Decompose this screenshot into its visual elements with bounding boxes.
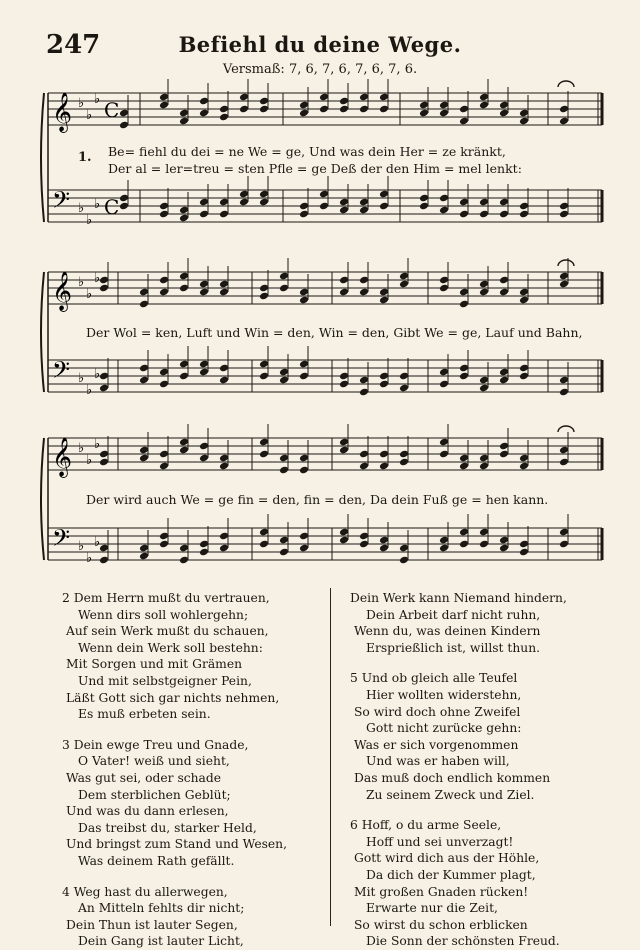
- flat-sign: ♭: [86, 108, 93, 123]
- flat-sign: ♭: [94, 535, 101, 550]
- column-divider: [330, 588, 331, 926]
- flat-sign: ♭: [78, 201, 85, 216]
- verse-line: Mit Sorgen und mit Grämen: [66, 657, 243, 672]
- flat-sign: ♭: [78, 441, 85, 456]
- verse-line: Gott nicht zurücke gehn:: [366, 721, 522, 736]
- flat-sign: ♭: [94, 197, 101, 212]
- lyric-line-1: Be= fiehl du dei = ne We = ge, Und was dein Her = ze kränkt,: [108, 144, 506, 159]
- verse-line: Und bringst zum Stand und Wesen,: [66, 837, 288, 852]
- verse-line: Was deinem Rath gefällt.: [78, 853, 235, 868]
- verse-number-label: 1.: [78, 150, 92, 165]
- flat-sign: ♭: [94, 367, 101, 382]
- treble-clef: 𝄞: [52, 92, 73, 132]
- verse-line: Ersprießlich ist, willst thun.: [366, 640, 541, 655]
- verse-line: Dein Arbeit darf nicht ruhn,: [366, 607, 541, 622]
- bass-clef: 𝄢: [52, 356, 71, 389]
- verse-line: Mit großen Gnaden rücken!: [354, 884, 529, 899]
- verse-line: Dein Thun ist lauter Segen,: [66, 917, 238, 932]
- verse-line: Und was du dann erlesen,: [66, 804, 229, 819]
- verse-line: Hoff und sei unverzagt!: [366, 834, 514, 849]
- lyric-line-2: Der al = ler=treu = sten Pfle = ge Deß der den Him = mel lenkt:: [108, 161, 522, 176]
- bass-clef: 𝄢: [52, 186, 71, 219]
- flat-sign: ♭: [94, 437, 101, 452]
- flat-sign: ♭: [78, 96, 85, 111]
- verse-line: Hier wollten widerstehn,: [366, 687, 522, 702]
- flat-sign: ♭: [86, 287, 93, 302]
- treble-clef: 𝄞: [52, 437, 73, 477]
- lyric-line-4: Der wird auch We = ge fin = den, fin = den, Da dein Fuß ge = hen kann.: [86, 492, 549, 507]
- flat-sign: ♭: [86, 551, 93, 566]
- fermata: [558, 260, 574, 266]
- verse-line: So wirst du schon erblicken: [354, 917, 528, 932]
- fermata: [558, 81, 574, 87]
- time-signature: C: [104, 195, 120, 219]
- verse-line: 6 Hoff, o du arme Seele,: [350, 818, 502, 833]
- verse-line: Das treibst du, starker Held,: [78, 820, 257, 835]
- verse-line: 4 Weg hast du allerwegen,: [62, 884, 228, 899]
- lyric-line-3: Der Wol = ken, Luft und Win = den, Win = den, Gibt We = ge, Lauf und Bahn,: [86, 325, 583, 340]
- verses-right-column: [350, 590, 567, 950]
- meter-line: Versmaß: 7, 6, 7, 6, 7, 6, 7, 6.: [222, 62, 418, 77]
- bass-clef: 𝄢: [52, 524, 71, 557]
- flat-sign: ♭: [78, 539, 85, 554]
- verse-line: Dein Werk kann Niemand hindern,: [350, 591, 567, 605]
- time-signature: C: [104, 98, 120, 122]
- treble-clef: 𝄞: [52, 271, 73, 311]
- verse-line: 5 Und ob gleich alle Teufel: [350, 671, 518, 686]
- flat-sign: ♭: [86, 453, 93, 468]
- system-brace: [41, 272, 44, 392]
- verse-line: 2 Dem Herrn mußt du vertrauen,: [62, 591, 270, 605]
- verse-line: Auf sein Werk mußt du schauen,: [66, 624, 269, 639]
- verse-line: 3 Dein ewge Treu und Gnade,: [62, 737, 249, 752]
- system-brace: [41, 93, 44, 222]
- verse-line: An Mitteln fehlts dir nicht;: [78, 901, 245, 916]
- verse-line: Und mit selbstgeigner Pein,: [78, 673, 252, 688]
- verse-line: Was er sich vorgenommen: [354, 737, 519, 752]
- verse-line: Und was er haben will,: [366, 754, 510, 769]
- verse-line: Was gut sei, oder schade: [66, 770, 222, 785]
- hymn-number: 247: [46, 30, 101, 60]
- flat-sign: ♭: [86, 383, 93, 398]
- fermata: [558, 426, 574, 432]
- verse-line: Dem sterblichen Geblüt;: [78, 787, 231, 802]
- flat-sign: ♭: [78, 371, 85, 386]
- verse-line: Da dich der Kummer plagt,: [366, 867, 536, 882]
- verse-line: Die Sonn der schönsten Freud.: [366, 934, 560, 949]
- flat-sign: ♭: [94, 271, 101, 286]
- flat-sign: ♭: [78, 275, 85, 290]
- verse-line: Es muß erbeten sein.: [78, 707, 211, 722]
- verse-line: Zu seinem Zweck und Ziel.: [366, 787, 535, 802]
- verse-line: Wenn dirs soll wohlergehn;: [78, 607, 249, 622]
- flat-sign: ♭: [94, 92, 101, 107]
- verse-line: Gott wird dich aus der Höhle,: [354, 851, 540, 866]
- verses-left-column: [62, 590, 287, 950]
- verse-line: Läßt Gott sich gar nichts nehmen,: [66, 690, 280, 705]
- verse-line: Erwarte nur die Zeit,: [366, 901, 498, 916]
- verse-line: Das muß doch endlich kommen: [354, 770, 551, 785]
- verse-line: O Vater! weiß und sieht,: [78, 754, 230, 769]
- verse-line: So wird doch ohne Zweifel: [354, 704, 521, 719]
- verse-line: Wenn dein Werk soll bestehn:: [78, 640, 263, 655]
- verse-line: Wenn du, was deinen Kindern: [354, 624, 541, 639]
- verse-line: Dein Gang ist lauter Licht,: [78, 934, 244, 949]
- hymn-title: Befiehl du deine Wege.: [178, 32, 462, 57]
- system-brace: [41, 438, 44, 560]
- flat-sign: ♭: [86, 213, 93, 228]
